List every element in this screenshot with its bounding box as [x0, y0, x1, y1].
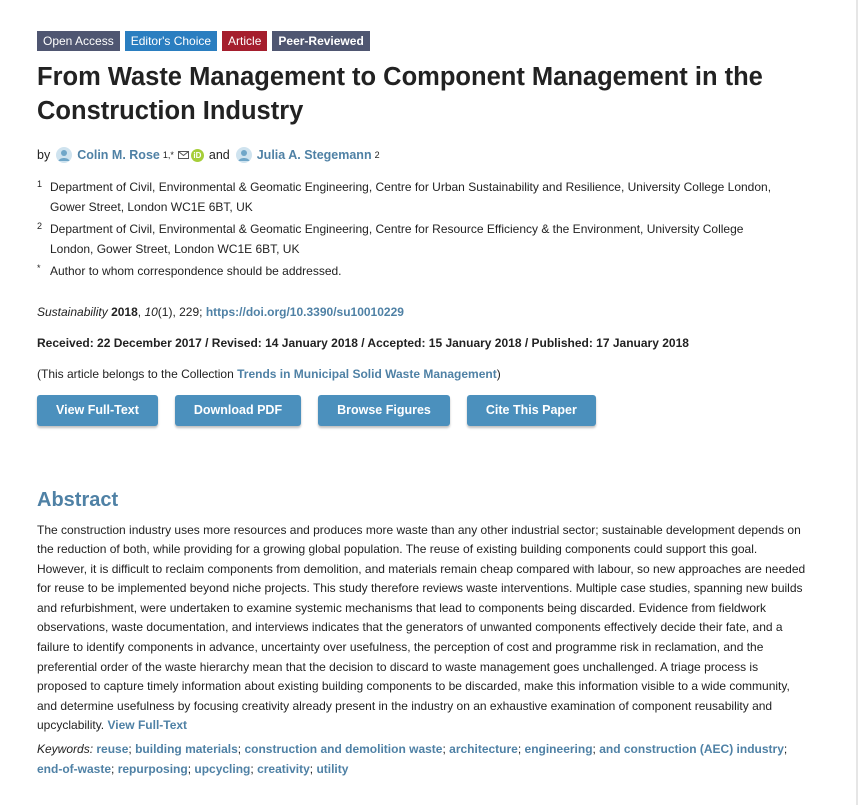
affiliation-number: * — [37, 263, 41, 273]
keywords: Keywords: reuse; building materials; construction and demolition waste; architecture; engineering; and construction (AEC) industry; end-of-waste; repurposing; upcycling; creativity; utility — [37, 742, 788, 776]
keyword-link[interactable]: end-of-waste — [37, 761, 112, 776]
affiliations — [37, 178, 827, 282]
affiliation-text: Department of Civil, Environmental & Geomatic Engineering, Centre for Urban Sustainability and Resilience, University College London, Gower Street, London WC1E 6BT, UK — [50, 180, 772, 214]
citation-year: 2018 — [111, 304, 138, 319]
keyword-link[interactable]: utility — [316, 761, 349, 776]
keyword-link[interactable]: upcycling — [194, 761, 251, 776]
browse-figures-button[interactable]: Browse Figures — [318, 395, 450, 426]
citation-issue-pages: (1), 229; — [157, 304, 206, 319]
orcid-icon[interactable]: iD — [191, 149, 204, 162]
author-link-rose[interactable]: Colin M. Rose — [77, 148, 160, 162]
peer-reviewed-badge[interactable]: Peer-Reviewed — [272, 31, 369, 51]
author-link-stegemann[interactable]: Julia A. Stegemann — [256, 148, 372, 162]
author-avatar-icon — [56, 147, 72, 163]
article-type-badge: Article — [222, 31, 267, 51]
view-full-text-button[interactable]: View Full-Text — [37, 395, 158, 426]
affiliation-number: 1 — [37, 179, 43, 189]
citation-volume: 10 — [144, 304, 158, 319]
keyword-link[interactable]: creativity — [257, 761, 310, 776]
by-label: by — [37, 148, 51, 162]
article-title: From Waste Management to Component Management in the Construction Industry — [37, 63, 763, 125]
open-access-badge[interactable]: Open Access — [37, 31, 120, 51]
article-header — [37, 31, 827, 779]
keyword-link[interactable]: engineering — [524, 742, 593, 757]
abstract-heading: Abstract — [37, 488, 119, 511]
affiliation-item — [37, 220, 827, 259]
abstract-view-full-text-link[interactable]: View Full-Text — [107, 718, 188, 733]
collection-prefix: (This article belongs to the Collection — [37, 366, 238, 381]
affiliation-item — [37, 262, 827, 282]
abstract-text: The construction industry uses more resources and produces more waste than any other industrial sector; sustainable development depends on the reduction of both, while providing for a growing global population. The reuse of existing building components could support this goal. However, it is difficult to reclaim components from demolition, and materials remain cheap compared with labour, so new approaches are needed for reuse to be implemented beyond niche projects. This study therefore reviews waste interventions. Multiple case studies, spanning new builds and refurbishment, were undertaken to examine systemic mechanisms that lead to components being discarded. Evidence from fieldwork observations, waste documentation, and interviews indicates that the generators of unwanted components effectively decide their fate, and a failure to identify components in advance, uncertainty over usefulness, the perception of cost and programme risk in reclamation, and the preferential order of the waste hierarchy mean that the decision to discard to waste management goes unchallenged. A triage process is proposed to capture timely information about existing building components to be discarded, make this information visible to a wide community, and determine usefulness by focusing creativity already present in the industry on an exhaustive examination of component reusability and upcyclability. — [37, 522, 806, 733]
keyword-link[interactable]: construction and demolition waste — [244, 742, 443, 757]
author-avatar-icon — [236, 147, 252, 163]
affiliation-item — [37, 178, 827, 217]
badge-row — [37, 31, 827, 51]
affiliation-text: Author to whom correspondence should be addressed. — [50, 264, 342, 278]
and-label: and — [208, 148, 230, 162]
keyword-link[interactable]: and construction (AEC) industry — [599, 742, 784, 757]
keyword-link[interactable]: building materials — [135, 742, 238, 757]
affiliation-number: 2 — [37, 221, 43, 231]
collection-link[interactable]: Trends in Municipal Solid Waste Management — [237, 366, 497, 381]
abstract-body — [37, 521, 807, 737]
citation-line: Sustainability 2018, 10(1), 229; https://doi.org/10.3390/su10010229 — [37, 304, 404, 319]
doi-link[interactable]: https://doi.org/10.3390/su10010229 — [205, 304, 404, 319]
keyword-link[interactable]: reuse — [96, 742, 129, 757]
action-buttons — [37, 395, 827, 426]
keyword-link[interactable]: architecture — [449, 742, 518, 757]
publication-dates: Received: 22 December 2017 / Revised: 14 January 2018 / Accepted: 15 January 2018 / Published: 17 January 2018 — [37, 335, 689, 350]
affiliation-text: Department of Civil, Environmental & Geomatic Engineering, Centre for Resource Efficiency & the Environment, University College London, Gower Street, London WC1E 6BT, UK — [50, 222, 744, 256]
keyword-link[interactable]: repurposing — [117, 761, 188, 776]
keywords-label: Keywords: — [37, 742, 94, 757]
editors-choice-badge[interactable]: Editor's Choice — [125, 31, 217, 51]
cite-this-paper-button[interactable]: Cite This Paper — [467, 395, 596, 426]
download-pdf-button[interactable]: Download PDF — [175, 395, 301, 426]
journal-name: Sustainability — [37, 304, 108, 319]
author-line: by Colin M. Rose 1,* iD and Julia A. Stegemann 2 — [37, 148, 380, 162]
collection-suffix: ) — [496, 366, 501, 381]
envelope-icon[interactable] — [178, 151, 189, 159]
collection-note — [37, 365, 827, 383]
